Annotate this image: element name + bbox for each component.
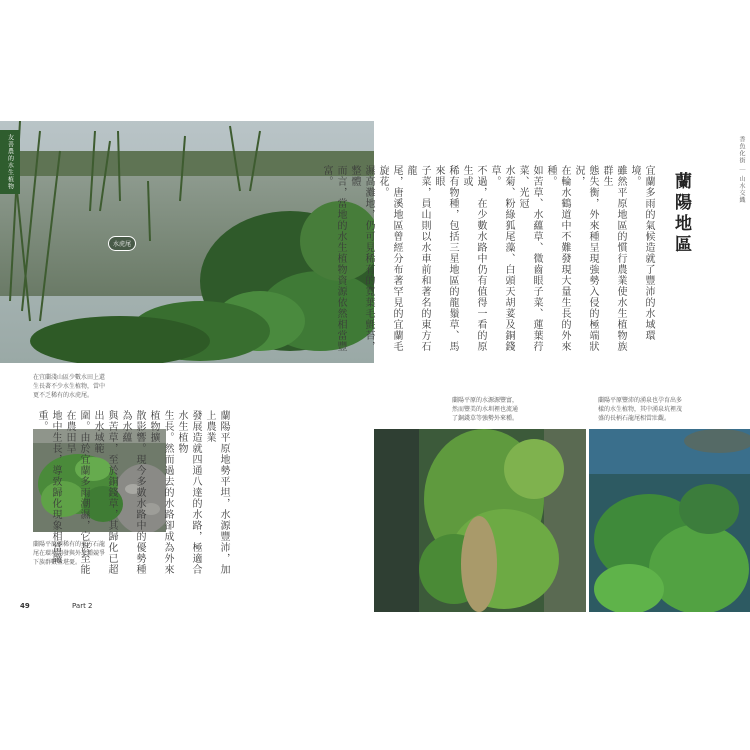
- caption-line: 尾在環境開發與外來種競爭: [33, 550, 106, 557]
- ditch-photo-illustration: [374, 429, 586, 612]
- caption-line: 在宜蘭淺山區少數水田上還: [33, 374, 106, 381]
- caption-line: 蘭陽平原裡稀有的東方石龍: [33, 541, 106, 548]
- body-line: 地中生長，導致歸化現象相當嚴重。: [36, 410, 61, 564]
- page-title: 蘭陽地區: [671, 172, 691, 256]
- body-line: 子菜，員山則以水車前和著名的東方石龍: [405, 165, 430, 352]
- body-line: 不過，在少數水路中仍有值得一看的原生或: [461, 165, 486, 352]
- caption-line: 更不乏稀有的水虎尾。: [33, 392, 94, 399]
- water-tiger-tail-label: 水虎尾: [108, 236, 136, 251]
- body-line: 宜蘭多雨的氣候造就了豐沛的水域環境。: [629, 165, 654, 341]
- chapter-side-tag: 友善農的水生植物: [0, 130, 20, 194]
- caption-line: 了銅錢草等強勢外來種。: [452, 415, 519, 422]
- wetland-photo-illustration: [0, 121, 374, 363]
- header-part: 香魚化街: [738, 136, 745, 164]
- body-line: 尾，唐溪地區曾經分布著罕見的宜蘭毛旋花。: [377, 165, 402, 352]
- body-line: 發展造就四通八達的水路，極適合水生植物: [176, 410, 201, 575]
- caption-line: 蘭陽平原豐沛的湧泉也孕育出多: [598, 397, 683, 404]
- left-body-text: [34, 410, 230, 580]
- caption-line: 盛的長柄石龍尾相當壯觀。: [598, 415, 671, 422]
- body-line: 稀有物種，包括三星地區的龍鬚草、馬來眼: [433, 165, 458, 352]
- caption-line: 下族群數量堪憂。: [33, 559, 82, 566]
- caption-line: 樣的水生植物，其中湧泉坑裡茂: [598, 406, 683, 413]
- body-line: 濕高灘地，仍可見稀有的寬葉毛氈苔，整體: [349, 165, 374, 352]
- body-line: 散影響。現今多數水路中的優勢種為水蘊: [120, 410, 145, 575]
- spring-photo: [589, 429, 750, 612]
- caption-line: 然而豐美的水圳裡也流通: [452, 406, 519, 413]
- body-line: 生長。然而過去的水路卻成為外來植物擴: [148, 410, 173, 575]
- body-line: 雖然平原地區的慣行農業使水生植物族群生: [601, 165, 626, 352]
- body-line: 水菊、粉綠狐尾藻、白頭天胡荽及銅錢草。: [489, 165, 514, 352]
- right-body-text: [319, 165, 655, 360]
- body-line: 在輪水鶴道中不難發現大量生長的外來種。: [545, 165, 570, 352]
- caption-right-right: [598, 396, 738, 423]
- body-line: 圍。由於宜蘭多雨潮濕，它甚至能在農田旱: [64, 410, 89, 575]
- body-line: 與苦草，至於銅錢草，其歸化已超出水域範: [92, 410, 117, 575]
- spring-photo-illustration: [589, 429, 750, 612]
- header-part: 山水交織: [738, 175, 745, 204]
- body-line: 蘭陽平原地勢平坦，水源豐沛，加上農業: [204, 410, 229, 575]
- ditch-photo: [374, 429, 586, 612]
- body-line: 如苦草、水蘊草、微齒眼子菜、蓮葉荇菜、光冠: [517, 165, 542, 352]
- wetland-photo: [0, 121, 374, 363]
- caption-line: 蘭陽平原的水源源豐富，: [452, 397, 519, 404]
- part-label: Part 2: [72, 602, 93, 610]
- caption-top-left: [33, 373, 153, 400]
- body-line: 態失衡，外來種呈現強勢入侵的極端狀況，: [573, 165, 598, 352]
- caption-line: 生長著不少水生植物，當中: [33, 383, 106, 390]
- body-line: 而言，當地的水生植物資源依然相當豐富。: [321, 165, 346, 352]
- running-header: [737, 136, 746, 204]
- header-divider: ｜: [738, 166, 745, 174]
- caption-right-left: [452, 396, 582, 423]
- page-number: 49: [20, 602, 30, 610]
